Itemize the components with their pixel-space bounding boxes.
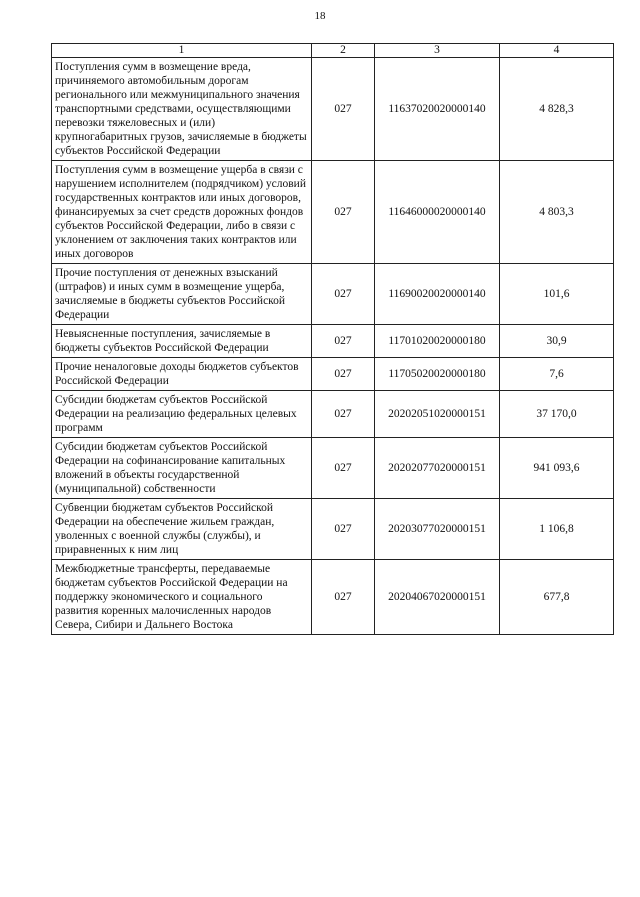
table-row bbox=[52, 161, 614, 264]
budget-classification-code: 11646000020000140 bbox=[375, 161, 500, 264]
revenue-name: Субвенции бюджетам субъектов Российской Федерации на обеспечение жильем граждан, уволенных с военной службы (службы), и приравненных к ним лиц bbox=[52, 499, 312, 560]
budget-classification-code: 20202077020000151 bbox=[375, 438, 500, 499]
budget-classification-code: 20203077020000151 bbox=[375, 499, 500, 560]
table-row bbox=[52, 391, 614, 438]
column-header-4: 4 bbox=[500, 44, 614, 58]
table-row bbox=[52, 325, 614, 358]
column-header-3: 3 bbox=[375, 44, 500, 58]
revenue-name: Субсидии бюджетам субъектов Российской Федерации на реализацию федеральных целевых программ bbox=[52, 391, 312, 438]
revenue-name: Межбюджетные трансферты, передаваемые бюджетам субъектов Российской Федерации на поддержку экономического и социального развития коренных малочисленных народов Севера, Сибири и Дальнего Востока bbox=[52, 560, 312, 635]
amount: 941 093,6 bbox=[500, 438, 614, 499]
revenue-name: Поступления сумм в возмещение вреда, причиняемого автомобильным дорогам регионального или межмуниципального значения транспортными средствами, осуществляющими перевозки тяжеловесных и (или) крупногабаритных грузов, зачисляемые в бюджеты субъектов Российской Федерации bbox=[52, 58, 312, 161]
budget-classification-code: 11637020020000140 bbox=[375, 58, 500, 161]
budget-classification-code: 20204067020000151 bbox=[375, 560, 500, 635]
budget-classification-code: 20202051020000151 bbox=[375, 391, 500, 438]
page-number: 18 bbox=[314, 10, 326, 22]
administrator-code: 027 bbox=[312, 391, 375, 438]
revenue-name: Прочие неналоговые доходы бюджетов субъектов Российской Федерации bbox=[52, 358, 312, 391]
budget-classification-code: 11690020020000140 bbox=[375, 264, 500, 325]
amount: 677,8 bbox=[500, 560, 614, 635]
revenue-name: Субсидии бюджетам субъектов Российской Федерации на софинансирование капитальных вложений в объекты государственной (муниципальной) собственности bbox=[52, 438, 312, 499]
amount: 4 828,3 bbox=[500, 58, 614, 161]
administrator-code: 027 bbox=[312, 438, 375, 499]
amount: 7,6 bbox=[500, 358, 614, 391]
revenue-name: Невыясненные поступления, зачисляемые в бюджеты субъектов Российской Федерации bbox=[52, 325, 312, 358]
administrator-code: 027 bbox=[312, 264, 375, 325]
administrator-code: 027 bbox=[312, 499, 375, 560]
column-number-row bbox=[52, 44, 614, 58]
table-row bbox=[52, 358, 614, 391]
administrator-code: 027 bbox=[312, 560, 375, 635]
revenue-name: Поступления сумм в возмещение ущерба в связи с нарушением исполнителем (подрядчиком) условий государственных контрактов или иных договоров, финансируемых за счет средств дорожных фондов субъектов Российской Федерации, либо в связи с уклонением от заключения таких контрактов или иных договоров bbox=[52, 161, 312, 264]
budget-classification-code: 11705020020000180 bbox=[375, 358, 500, 391]
table-row bbox=[52, 58, 614, 161]
table-row bbox=[52, 438, 614, 499]
administrator-code: 027 bbox=[312, 325, 375, 358]
amount: 30,9 bbox=[500, 325, 614, 358]
column-header-2: 2 bbox=[312, 44, 375, 58]
administrator-code: 027 bbox=[312, 161, 375, 264]
budget-revenue-table bbox=[51, 43, 614, 635]
administrator-code: 027 bbox=[312, 58, 375, 161]
amount: 101,6 bbox=[500, 264, 614, 325]
amount: 4 803,3 bbox=[500, 161, 614, 264]
amount: 1 106,8 bbox=[500, 499, 614, 560]
table-row bbox=[52, 499, 614, 560]
table-row bbox=[52, 264, 614, 325]
administrator-code: 027 bbox=[312, 358, 375, 391]
column-header-1: 1 bbox=[52, 44, 312, 58]
budget-classification-code: 11701020020000180 bbox=[375, 325, 500, 358]
amount: 37 170,0 bbox=[500, 391, 614, 438]
table-row bbox=[52, 560, 614, 635]
revenue-name: Прочие поступления от денежных взысканий (штрафов) и иных сумм в возмещение ущерба, зачисляемые в бюджеты субъектов Российской Федерации bbox=[52, 264, 312, 325]
